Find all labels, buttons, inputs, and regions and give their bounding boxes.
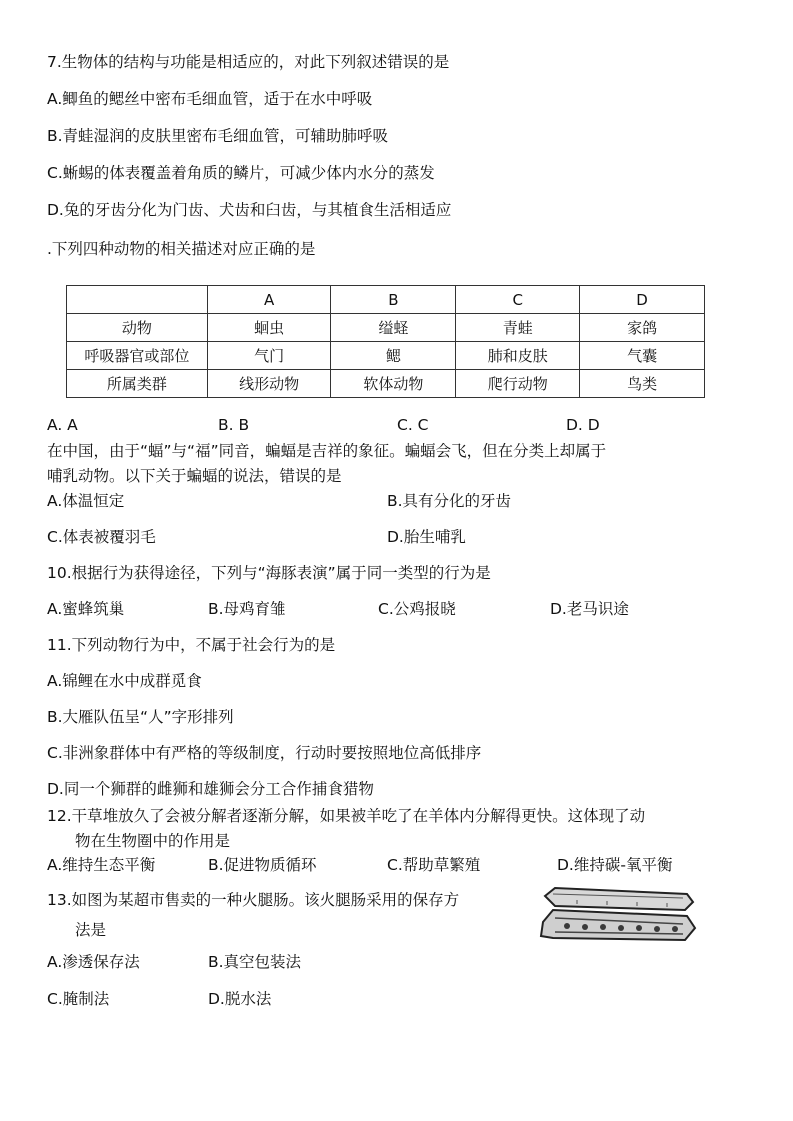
table-row (67, 314, 705, 342)
q12-option-a: A.维持生态平衡 (47, 856, 156, 874)
table-header-cell: D (580, 286, 705, 314)
q7-option-b: B.青蛙湿润的皮肤里密布毛细血管，可辅助肺呼吸 (47, 127, 389, 145)
q13-option-d: D.脱水法 (208, 990, 272, 1008)
q12-stem-line2: 物在生物圈中的作用是 (75, 832, 231, 850)
table-row (67, 342, 705, 370)
q8-stem: .下列四种动物的相关描述对应正确的是 (47, 240, 316, 258)
q7-stem: 7.生物体的结构与功能是相适应的，对此下列叙述错误的是 (47, 53, 450, 71)
q10-option-d: D.老马识途 (550, 600, 629, 618)
table-cell: 气门 (207, 342, 331, 370)
q8-option-a: A. A (47, 416, 78, 434)
q13-option-c: C.腌制法 (47, 990, 110, 1008)
table-cell: 所属类群 (67, 370, 208, 398)
q10-option-c: C.公鸡报晓 (378, 600, 456, 618)
table-cell: 动物 (67, 314, 208, 342)
table-cell: 青蛙 (456, 314, 580, 342)
q12-stem-line1: 12.干草堆放久了会被分解者逐渐分解，如果被羊吃了在羊体内分解得更快。这体现了动 (47, 807, 646, 825)
table-cell: 软体动物 (331, 370, 456, 398)
q13-stem-line2: 法是 (75, 921, 107, 939)
q10-option-b: B.母鸡育雏 (208, 600, 286, 618)
table-cell: 家鸽 (580, 314, 705, 342)
table-header-cell: B (331, 286, 456, 314)
table-header-cell: A (207, 286, 331, 314)
q13-option-b: B.真空包装法 (208, 953, 302, 971)
q10-stem: 10.根据行为获得途径，下列与“海豚表演”属于同一类型的行为是 (47, 564, 491, 582)
table-row (67, 370, 705, 398)
q7-option-d: D.兔的牙齿分化为门齿、犬齿和臼齿，与其植食生活相适应 (47, 201, 452, 219)
table-cell: 肺和皮肤 (456, 342, 580, 370)
table-header-cell: C (456, 286, 580, 314)
q9-stem-line2: 哺乳动物。以下关于蝙蝠的说法，错误的是 (47, 467, 342, 485)
table-cell: 蛔虫 (207, 314, 331, 342)
q9-option-c: C.体表被覆羽毛 (47, 528, 156, 546)
q9-stem-line1: 在中国，由于“蝠”与“福”同音，蝙蝠是吉祥的象征。蝙蝠会飞，但在分类上却属于 (47, 442, 607, 460)
q12-option-b: B.促进物质循环 (208, 856, 317, 874)
q12-option-d: D.维持碳-氧平衡 (557, 856, 673, 874)
q13-option-a: A.渗透保存法 (47, 953, 140, 971)
q11-option-d: D.同一个狮群的雌狮和雄狮会分工合作捕食猎物 (47, 780, 374, 798)
q12-option-c: C.帮助草繁殖 (387, 856, 481, 874)
q9-option-a: A.体温恒定 (47, 492, 125, 510)
q9-option-b: B.具有分化的牙齿 (387, 492, 512, 510)
table-cell (67, 286, 208, 314)
q11-option-b: B.大雁队伍呈“人”字形排列 (47, 708, 234, 726)
q11-option-a: A.锦鲤在水中成群觅食 (47, 672, 202, 690)
table-cell: 气囊 (580, 342, 705, 370)
table-cell: 爬行动物 (456, 370, 580, 398)
q8-table (66, 285, 705, 398)
table-cell: 缢蛏 (331, 314, 456, 342)
q11-option-c: C.非洲象群体中有严格的等级制度，行动时要按照地位高低排序 (47, 744, 482, 762)
table-cell: 鳃 (331, 342, 456, 370)
ham-sausage-image (537, 880, 697, 950)
q10-option-a: A.蜜蜂筑巢 (47, 600, 125, 618)
q7-option-a: A.鲫鱼的鳃丝中密布毛细血管，适于在水中呼吸 (47, 90, 373, 108)
table-row (67, 286, 705, 314)
q9-option-d: D.胎生哺乳 (387, 528, 466, 546)
q11-stem: 11.下列动物行为中，不属于社会行为的是 (47, 636, 336, 654)
q8-option-b: B. B (218, 416, 250, 434)
q7-option-c: C.蜥蜴的体表覆盖着角质的鳞片，可减少体内水分的蒸发 (47, 164, 435, 182)
q13-stem-line1: 13.如图为某超市售卖的一种火腿肠。该火腿肠采用的保存方 (47, 891, 460, 909)
q8-option-d: D. D (566, 416, 600, 434)
table-cell: 呼吸器官或部位 (67, 342, 208, 370)
table-cell: 鸟类 (580, 370, 705, 398)
table-cell: 线形动物 (207, 370, 331, 398)
q8-option-c: C. C (397, 416, 429, 434)
